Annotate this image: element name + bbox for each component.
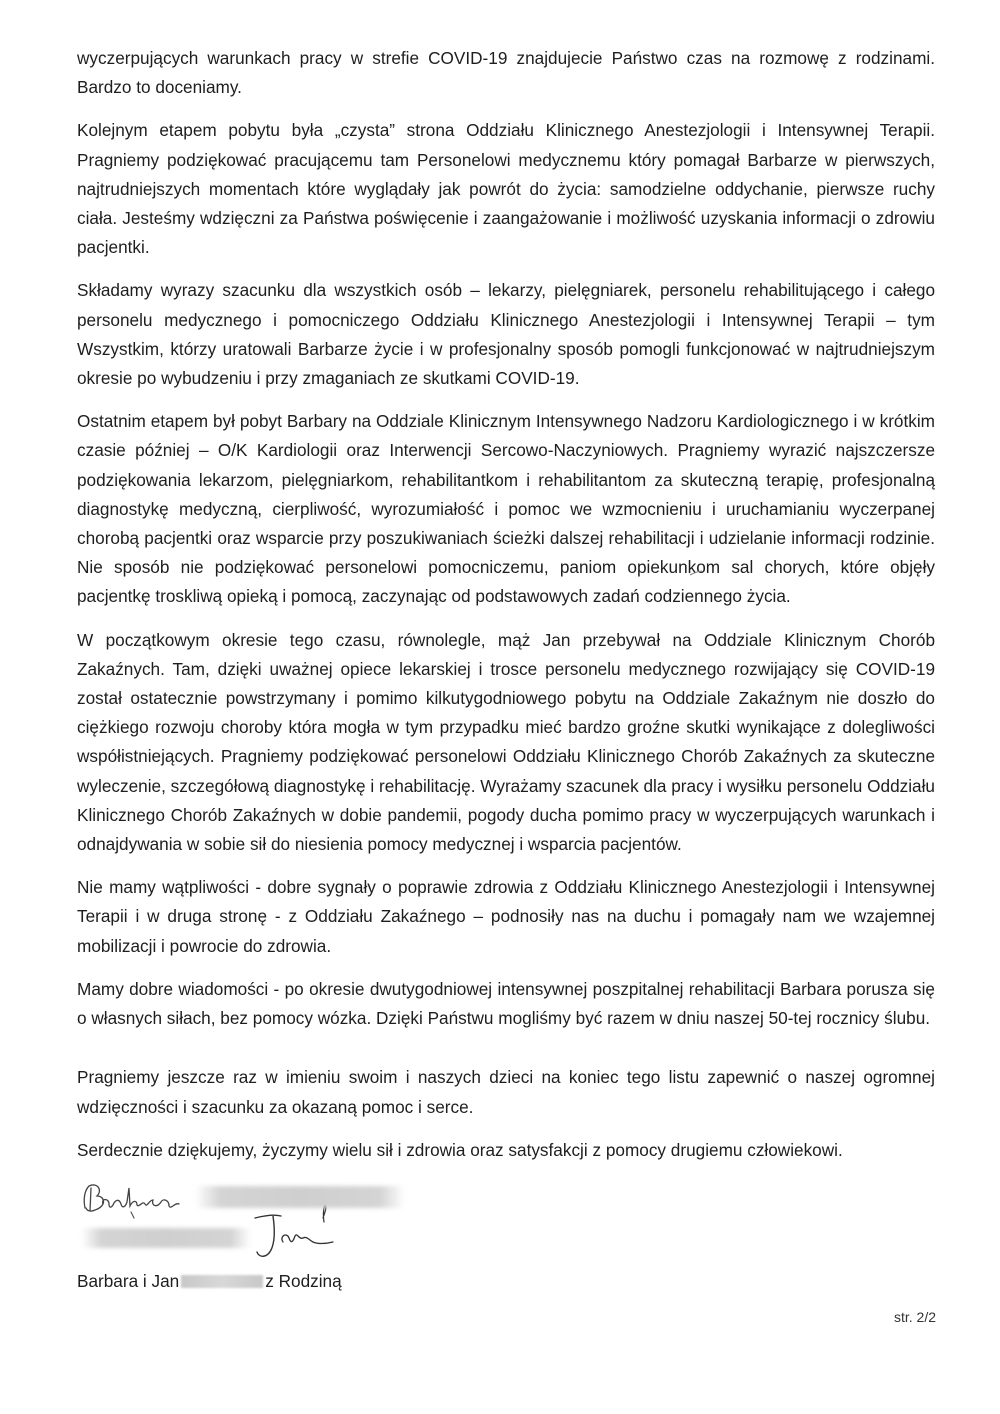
redacted-surname-2 (81, 1228, 251, 1248)
paragraph-1: wyczerpujących warunkach pracy w strefie COVID-19 znajdujecie Państwo czas na rozmowę z rodzinami. Bardzo to doceniamy. (77, 48, 935, 98)
paragraph-4: Ostatnim etapem był pobyt Barbary na Oddziale Klinicznym Intensywnego Nadzoru Kardiologicznego i w krótkim czasie później – O/K Kardiologii oraz Interwencji Sercowo-Naczyniowych. Pragniemy wyrazić najszczersze podziękowania lekarzom, pielęgniarkom, rehabilitantkom i rehabilitantom za skuteczną terapię, profesjonalną diagnostykę medyczną, cierpliwość, wyrozumiałość i pomoc we wzmocnieniu i uruchamianiu wyczerpanej chorobą pacjentki oraz wsparcie przy poszukiwaniach ścieżki dalszej rehabilitacji i udzielanie informacji rodzinie. Nie sposób nie podziękować personelowi pomocniczemu, paniom opiekunkom sal chorych, które objęły pacjentkę troskliwą opieką i pomocą, zaczynając od podstawowych zadań codziennego życia. (77, 411, 935, 607)
paragraph-6: Nie mamy wątpliwości - dobre sygnały o poprawie zdrowia z Oddziału Klinicznego Anestezjologii i Intensywnej Terapii i w druga stronę - z Oddziału Zakaźnego – podnosiły nas na duchu i pomagały nam we wzajemnej mobilizacji i powrocie do zdrowia. (77, 877, 935, 956)
paragraph-3: Składamy wyrazy szacunku dla wszystkich osób – lekarzy, pielęgniarek, personelu rehabilitującego i całego personelu medycznego i pomocniczego Oddziału Klinicznego Anestezjologii i Intensywnej Terapii – tym Wszystkim, którzy uratowali Barbarze życie i w profesjonalny sposób pomogli funkcjonować w najtrudniejszym okresie po wybudzeniu i przy zmaganiach ze skutkami COVID-19. (77, 280, 935, 389)
paragraph-2: Kolejnym etapem pobytu była „czysta” strona Oddziału Klinicznego Anestezjologii i Intensywnej Terapii. Pragniemy podziękować pracującemu tam Personelowi medycznemu który pomagał Barbarze w pierwszych, najtrudniejszych momentach które wyglądały jak powrót do życia: samodzielne oddychanie, pierwsze ruchy ciała. Jesteśmy wdzięczni za Państwa poświęcenie i zaangażowanie i możliwość uzyskania informacji o zdrowiu pacjentki. (77, 120, 935, 258)
redacted-surname-1 (195, 1186, 405, 1208)
paragraph-7: Mamy dobre wiadomości - po okresie dwutygodniowej intensywnej poszpitalnej rehabilitacji Barbara porusza się o własnych siłach, bez pomocy wózka. Dzięki Państwu mogliśmy być razem w dniu naszej 50-tej rocznicy ślubu. (77, 978, 935, 1029)
page-number: str. 2/2 (893, 1309, 936, 1325)
signature-suffix: z Rodziną (265, 1271, 342, 1291)
letter-body (77, 44, 935, 1179)
paragraph-8: Pragniemy jeszcze raz w imieniu swoim i naszych dzieci na koniec tego listu zapewnić o naszej ogromnej wdzięczności i szacunku za okazaną pomoc i serce. (77, 1067, 935, 1117)
paragraph-5: W początkowym okresie tego czasu, równolegle, mąż Jan przebywał na Oddziale Klinicznym Chorób Zakaźnych. Tam, dzięki uważnej opiece lekarskiej i trosce personelu medycznego rozwijający się COVID-19 został ostatecznie powstrzymany i pomimo kilkutygodniowego pobytu na Oddziale Zakaźnym nie doszło do ciężkiego rozwoju choroby która mogła w tym przypadku mieć bardzo groźne skutki wynikające z dolegliwości współistniejących. Pragniemy podziękować personelowi Oddziału Klinicznego Chorób Zakaźnych za skuteczne wyleczenie, szczegółową diagnostykę i rehabilitację. Wyrażamy szacunek dla pracy i wysiłku personelu Oddziału Klinicznego Chorób Zakaźnych w dobie pandemii, pogody ducha pomimo pracy w wyczerpujących warunkach i odnajdywania w sobie sił do niesienia pomocy medycznej i wsparcia pacjentów. (77, 629, 935, 855)
pen-mark (688, 565, 708, 579)
paragraph-9: Serdecznie dziękujemy, życzymy wielu sił i zdrowia oraz satysfakcji z pomocy drugiemu człowiekowi. (77, 1139, 843, 1160)
signature-prefix: Barbara i Jan (77, 1271, 180, 1291)
signature-names (77, 1269, 342, 1293)
redacted-surname-inline (181, 1275, 263, 1288)
signature-block (77, 1178, 477, 1303)
